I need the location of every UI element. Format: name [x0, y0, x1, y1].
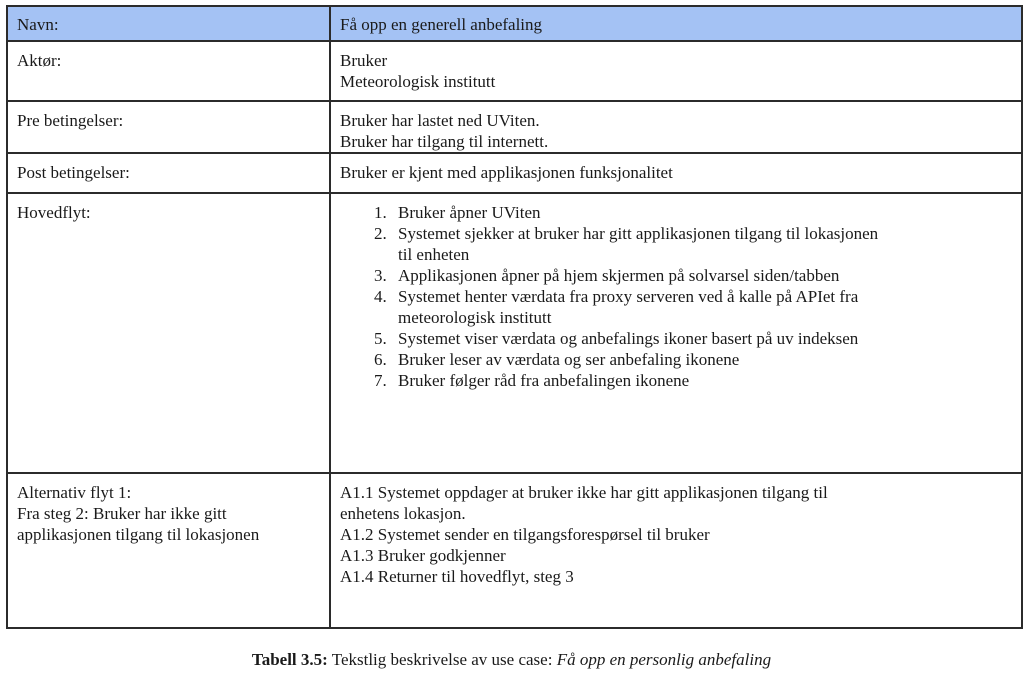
alternative-flow-label: Alternativ flyt 1:	[17, 483, 132, 502]
use-case-name: Få opp en generell anbefaling	[340, 15, 543, 34]
postconditions-label-cell	[7, 153, 330, 193]
actor-value-cell	[330, 41, 1022, 101]
main-flow-step	[374, 286, 1012, 328]
main-flow-step	[374, 328, 1012, 349]
header-label-cell	[7, 6, 330, 41]
main-flow-step	[374, 349, 1012, 370]
table-caption	[0, 649, 1023, 670]
step-number: 2.	[374, 224, 387, 243]
header-value-cell	[330, 6, 1022, 41]
step-number: 4.	[374, 287, 387, 306]
step-text: Bruker følger råd fra anbefalingen ikonene	[398, 371, 690, 390]
preconditions-value-cell	[330, 101, 1022, 153]
caption-prefix: Tabell 3.5:	[251, 650, 328, 669]
alternative-flow-row	[7, 473, 1022, 628]
preconditions-row	[7, 101, 1022, 153]
main-flow-step	[374, 265, 1012, 286]
postcondition-item: Bruker er kjent med applikasjonen funksjonalitet	[340, 163, 673, 182]
main-flow-label: Hovedflyt:	[17, 203, 91, 222]
caption-title: Få opp en personlig anbefaling	[556, 650, 772, 669]
step-number: 1.	[374, 203, 387, 222]
alternative-flow-trigger-continued: applikasjonen tilgang til lokasjonen	[17, 525, 260, 544]
precondition-item: Bruker har tilgang til internett.	[340, 132, 549, 151]
main-flow-step	[374, 370, 1012, 391]
main-flow-label-cell	[7, 193, 330, 473]
step-text: Systemet sjekker at bruker har gitt applikasjonen tilgang til lokasjonen	[398, 224, 879, 243]
actor-item: Meteorologisk institutt	[340, 72, 496, 91]
postconditions-value-cell	[330, 153, 1022, 193]
postconditions-row	[7, 153, 1022, 193]
alternative-step: A1.3 Bruker godkjenner	[340, 546, 506, 565]
step-number: 3.	[374, 266, 387, 285]
alternative-step: A1.1 Systemet oppdager at bruker ikke har gitt applikasjonen tilgang til	[340, 483, 828, 502]
step-text-continued: meteorologisk institutt	[398, 308, 552, 327]
alternative-step: A1.4 Returner til hovedflyt, steg 3	[340, 567, 574, 586]
main-flow-row	[7, 193, 1022, 473]
alternative-step-continued: enhetens lokasjon.	[340, 504, 466, 523]
step-text: Systemet henter værdata fra proxy serveren ved å kalle på APIet fra	[398, 287, 859, 306]
postconditions-label: Post betingelser:	[17, 163, 130, 182]
actor-row	[7, 41, 1022, 101]
step-text: Bruker åpner UViten	[398, 203, 541, 222]
main-flow-step	[374, 223, 1012, 265]
preconditions-label: Pre betingelser:	[17, 111, 124, 130]
preconditions-label-cell	[7, 101, 330, 153]
alternative-flow-value-cell	[330, 473, 1022, 628]
main-flow-steps	[340, 202, 1012, 391]
actor-label: Aktør:	[17, 51, 62, 70]
step-text: Bruker leser av værdata og ser anbefaling ikonene	[398, 350, 740, 369]
main-flow-value-cell	[330, 193, 1022, 473]
actor-label-cell	[7, 41, 330, 101]
precondition-item: Bruker har lastet ned UViten.	[340, 111, 540, 130]
step-text: Applikasjonen åpner på hjem skjermen på solvarsel siden/tabben	[398, 266, 840, 285]
step-text-continued: til enheten	[398, 245, 470, 264]
alternative-step: A1.2 Systemet sender en tilgangsforespørsel til bruker	[340, 525, 710, 544]
step-number: 7.	[374, 371, 387, 390]
step-number: 6.	[374, 350, 387, 369]
name-label: Navn:	[17, 15, 59, 34]
step-number: 5.	[374, 329, 387, 348]
step-text: Systemet viser værdata og anbefalings ikoner basert på uv indeksen	[398, 329, 859, 348]
main-flow-step	[374, 202, 1012, 223]
alternative-flow-label-cell	[7, 473, 330, 628]
use-case-table	[6, 5, 1023, 629]
caption-text: Tekstlig beskrivelse av use case:	[327, 650, 557, 669]
header-row	[7, 6, 1022, 41]
actor-item: Bruker	[340, 51, 388, 70]
alternative-flow-trigger: Fra steg 2: Bruker har ikke gitt	[17, 504, 227, 523]
